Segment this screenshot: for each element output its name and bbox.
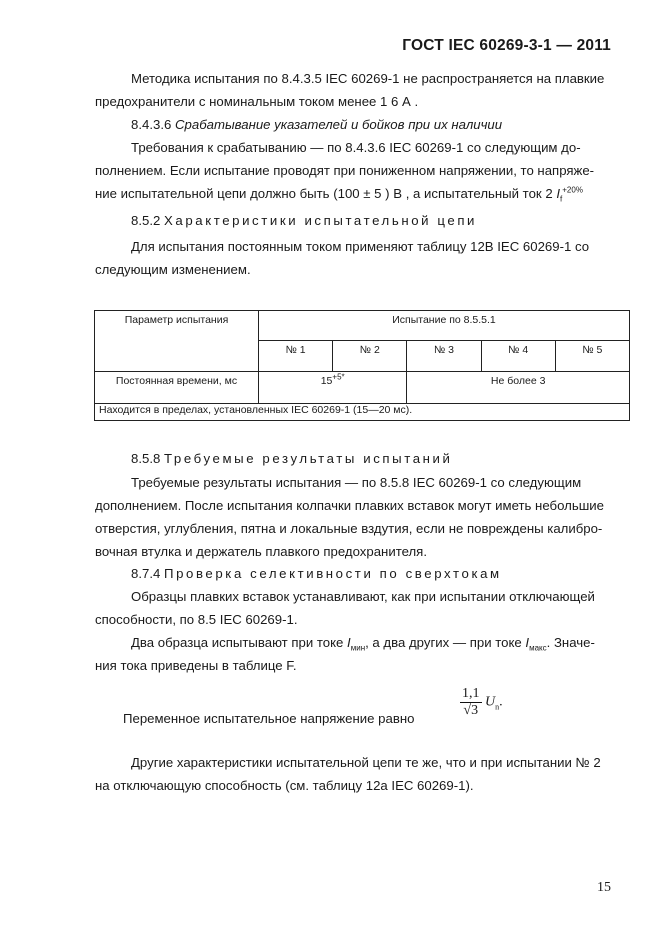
section-8436-heading: 8.4.3.6 Срабатывание указателей и бойков при их наличии <box>131 117 503 132</box>
paragraph-other-characteristics: Другие характеристики испытательной цепи те же, что и при испытании № 2 <box>131 755 601 770</box>
paragraph-other-characteristics-2: на отключающую способность (см. таблицу 12а IEC 60269-1). <box>95 778 474 793</box>
paragraph-currents-2: ния тока приведены в таблице F. <box>95 658 297 673</box>
table-row-label: Постоянная времени, мс <box>95 372 259 404</box>
document-header: ГОСТ IEC 60269-3-1 — 2011 <box>402 37 611 54</box>
paragraph-ac-voltage: Переменное испытательное напряжение равно <box>123 711 415 726</box>
paragraph-results-4: вочная втулка и держатель плавкого предохранителя. <box>95 544 427 559</box>
paragraph-indicators: Требования к срабатыванию — по 8.4.3.6 IEC 60269-1 со следующим до- <box>131 140 581 155</box>
paragraph-results-2: дополнением. После испытания колпачки плавких вставок могут иметь небольшие <box>95 498 604 513</box>
paragraph-indicators-2: полнением. Если испытание проводят при пониженном напряжении, то напряже- <box>95 163 595 178</box>
table-header-param: Параметр испытания <box>95 311 259 372</box>
paragraph-indicators-3: ние испытательной цепи должно быть (100 ± 5 ) В , а испытательный ток 2 $I_f^{+20\%}$ <box>95 185 583 204</box>
section-858-heading: 8.5.8 Требуемые результаты испытаний <box>131 451 453 466</box>
section-852-heading: 8.5.2 Характеристики испытательной цепи <box>131 213 478 228</box>
voltage-formula: $\frac{1,1}{√3}$ $U_n$. <box>462 686 503 718</box>
paragraph-dc-test: Для испытания постоянным током применяют таблицу 12В IEC 60269-1 со <box>131 239 590 254</box>
paragraph-results-3: отверстия, углубления, пятна и локальные вздутия, если не повреждены калибро- <box>95 521 603 536</box>
table-footnote: Находится в пределах, установленных IEC 60269-1 (15—20 мс). <box>95 404 630 421</box>
formula-fraction: $\frac{1,1}{√3}$ <box>462 686 480 718</box>
table-subheader-3: № 3 <box>407 341 481 372</box>
table-subheader-1: № 1 <box>259 341 333 372</box>
paragraph-samples-2: способности, по 8.5 IEC 60269-1. <box>95 612 298 627</box>
table-header-test: Испытание по 8.5.5.1 <box>259 311 630 341</box>
section-874-heading: 8.7.4 Проверка селективности по сверхтокам <box>131 566 502 581</box>
table-subheader-4: № 4 <box>481 341 555 372</box>
paragraph-method: Методика испытания по 8.4.3.5 IEC 60269-1 не распространяется на плавкие <box>131 71 605 86</box>
paragraph-results: Требуемые результаты испытания — по 8.5.8 IEC 60269-1 со следующим <box>131 475 582 490</box>
paragraph-currents: Два образца испытывают при токе $I_{мин}$, а два других — при токе $I_{макс}$. Значе- <box>131 635 595 653</box>
page-number: 15 <box>597 880 611 895</box>
table-cell-value-1: $15^{+5*}$ <box>259 372 407 404</box>
test-parameters-table <box>94 310 630 421</box>
table-cell-value-2: Не более 3 <box>407 372 630 404</box>
paragraph-samples: Образцы плавких вставок устанавливают, как при испытании отключающей <box>131 589 595 604</box>
table-subheader-5: № 5 <box>555 341 629 372</box>
paragraph-method-cont: предохранители с номинальным током менее 1 6 А . <box>95 94 419 109</box>
paragraph-dc-test-2: следующим изменением. <box>95 262 251 277</box>
table-subheader-2: № 2 <box>333 341 407 372</box>
